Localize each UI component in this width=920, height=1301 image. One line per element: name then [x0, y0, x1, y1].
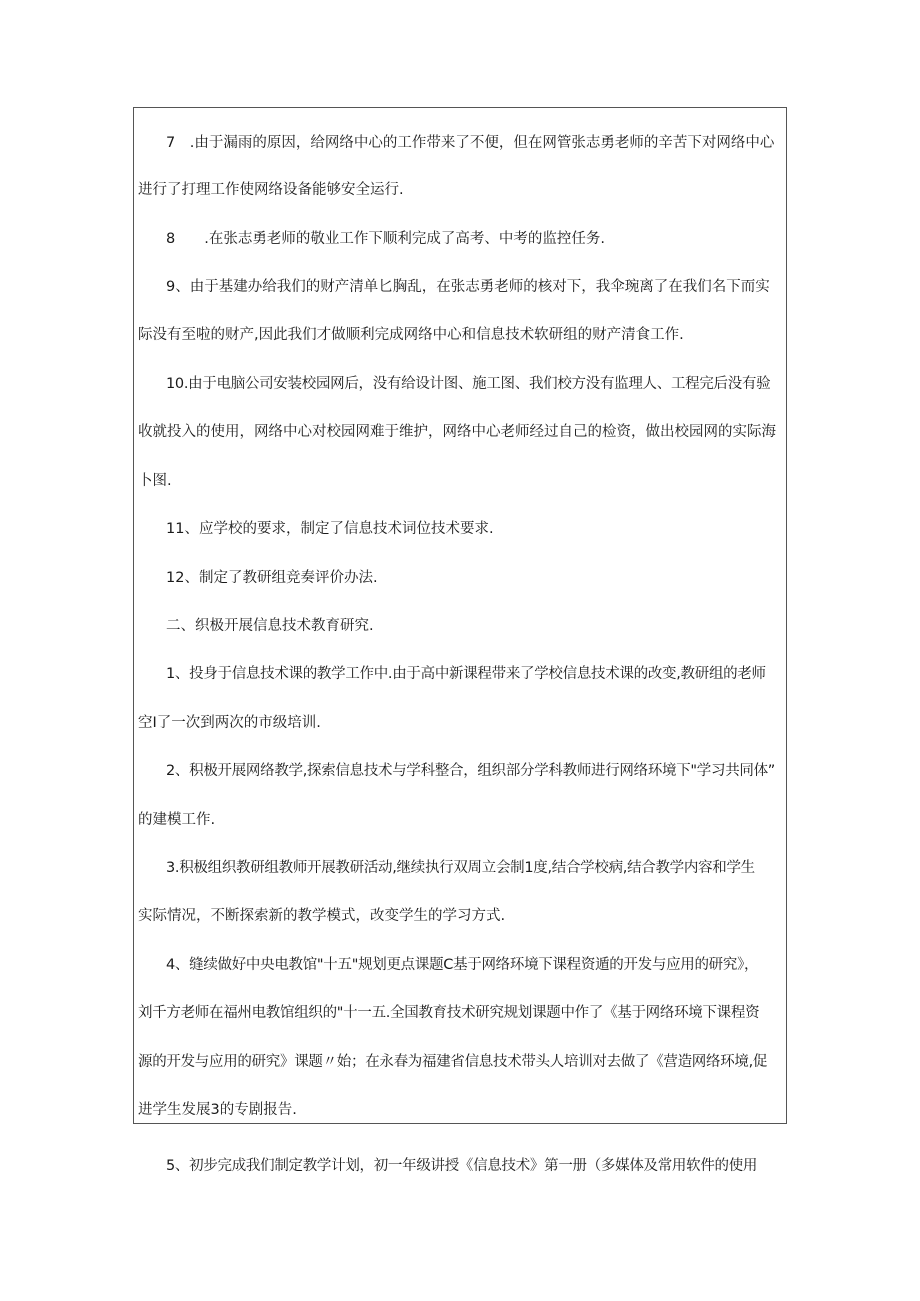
- text-line: 2、积极开展网络教学,探索信息技术与学科整合，组织部分学科教师进行网络环境下"学习共同体”: [166, 763, 776, 779]
- text-line: 的建模工作.: [138, 812, 216, 828]
- text-line: 3.积极组织教研组教师开展教研活动,继续执行双周立会制1度,结合学校病,结合教学内容和学生: [166, 860, 755, 876]
- text-line: 12、制定了教研组竞奏评价办法.: [166, 570, 378, 586]
- text-line: 11、应学校的要求，制定了信息技术词位技术要求.: [166, 521, 494, 537]
- text-line: 1、投身于信息技术课的教学工作中.由于高中新课程带来了学校信息技术课的改变,教研组的老师: [166, 666, 766, 682]
- text-line: 二、织极开展信息技术教育研究.: [166, 618, 374, 634]
- text-line: 实际情况，不断探索新的教学模式，改变学生的学习方式.: [138, 908, 506, 924]
- text-line: 9、由于基建办给我们的财产清单匕胸乱，在张志勇老师的核对下，我伞琬离了在我们名下而实: [166, 279, 770, 295]
- text-line: 5、初步完成我们制定教学计划，初一年级讲授《信息技术》第一册（多媒体及常用软件的使用: [166, 1158, 758, 1174]
- text-line: 10.由于电脑公司安装校园网后，没有给设计图、施工图、我们校方没有监理人、工程完后没有验: [166, 376, 771, 392]
- text-line: 收就投入的使用，网络中心对校园网难于维护，网络中心老师经过自己的检资，做出校园网的实际海: [138, 424, 776, 440]
- text-line: 7 .由于漏雨的原因，给网络中心的工作带来了不便，但在网管张志勇老师的辛苦下对网络中心: [166, 135, 775, 151]
- text-line: 空I了一次到两次的市级培训.: [138, 715, 321, 731]
- text-line: 刘千方老师在福州电教馆组织的"十一五.全国教育技术研究规划课题中作了《基于网络环境下课程资: [138, 1005, 760, 1021]
- text-line: 8 .在张志勇老师的敬业工作下顺利完成了高考、中考的监控任务.: [166, 231, 605, 247]
- text-line: 进学生发展3的专剧报告.: [138, 1102, 297, 1118]
- text-line: 卜图.: [138, 473, 172, 489]
- text-line: 4、缝续做好中央电教馆"十五"规划更点课题C基于网络环境下课程资遁的开发与应用的研究》，: [166, 957, 759, 973]
- text-line: 源的开发与应用的研究》课题〃始；在永春为福建省信息技术带头人培训对去做了《营造网络环境,促: [138, 1054, 768, 1070]
- text-line: 进行了打理工作使网络设备能够安全运行.: [138, 182, 404, 198]
- text-line: 际没有至啦的财产,因此我们才做顺利完成网络中心和信息技术软研组的财产清食工作.: [138, 327, 684, 343]
